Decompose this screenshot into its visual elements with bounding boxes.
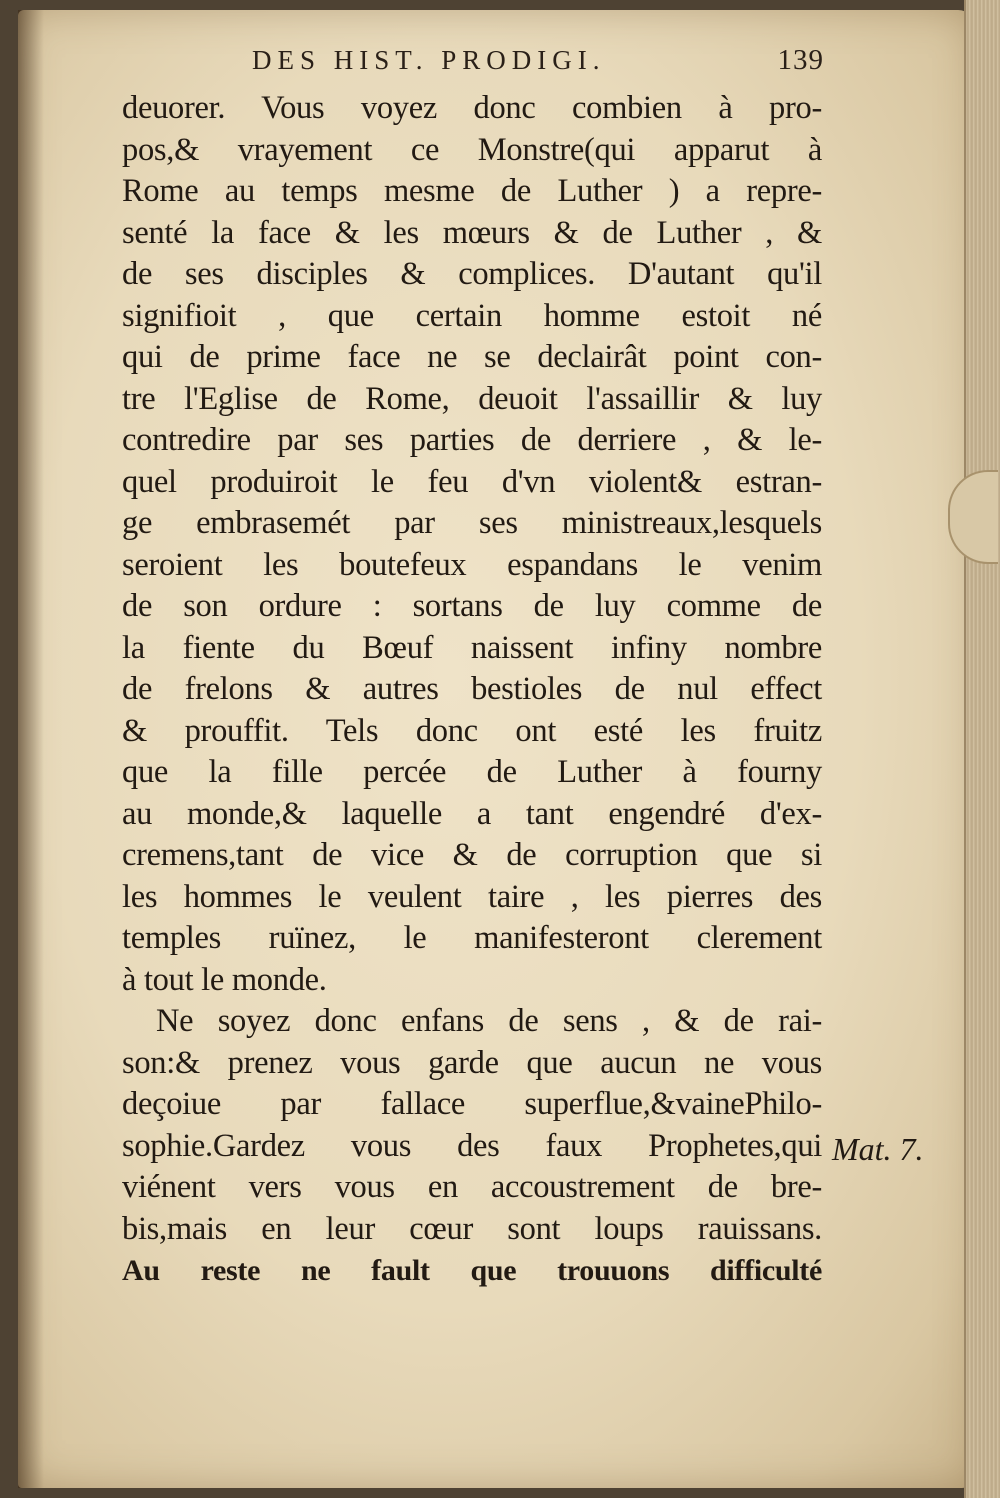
text-line: viénent vers vous en accoustrement de bre- — [122, 1169, 822, 1205]
text-line: sophie.Gardez vous des faux Prophetes,qui — [122, 1127, 822, 1164]
text-line: ge embrasemét par ses ministreaux,lesquels — [122, 505, 822, 541]
text-line: senté la face & les mœurs & de Luther , & — [122, 214, 822, 251]
text-line: & prouffit. Tels donc ont esté les fruitz — [122, 712, 822, 749]
running-head — [252, 44, 824, 77]
page-number: 139 — [777, 44, 824, 76]
binding-gutter-shadow — [18, 10, 44, 1488]
text-line: pos,& vrayement ce Monstre(qui apparut à — [122, 131, 822, 168]
text-line: signifioit , que certain homme estoit né — [122, 297, 822, 334]
paragraph-end-line: à tout le monde. — [122, 961, 327, 998]
text-line: cremens,tant de vice & de corruption que si — [122, 837, 822, 873]
text-line: deuorer. Vous voyez donc combien à pro- — [122, 90, 822, 126]
margin-citation: Mat. 7. — [832, 1131, 924, 1167]
text-line: de ses disciples & complices. D'autant qu'il — [122, 256, 822, 292]
text-line: qui de prime face ne se declairât point con- — [122, 339, 822, 375]
text-line: contredire par ses parties de derriere , & le- — [122, 422, 822, 458]
body-text — [122, 88, 822, 1292]
text-line: les hommes le veulent taire , les pierres des — [122, 878, 822, 915]
paragraph-start-line: Ne soyez donc enfans de sens , & de rai- — [156, 1003, 822, 1039]
text-line: son:& prenez vous garde que aucun ne vous — [122, 1044, 822, 1081]
text-line: quel produiroit le feu d'vn violent& estran- — [122, 463, 822, 500]
text-line: que la fille percée de Luther à fourny — [122, 754, 822, 790]
text-line: de frelons & autres bestioles de nul effect — [122, 671, 822, 707]
text-line: temples ruïnez, le manifesteront clerement — [122, 920, 822, 956]
text-line: Rome au temps mesme de Luther ) a repre- — [122, 173, 822, 209]
running-head-title: DES HIST. PRODIGI. — [252, 45, 606, 75]
text-line: seroient les boutefeux espandans le venim — [122, 546, 822, 583]
text-line-bleedthrough: Au reste ne fault que trouuons difficulté — [122, 1254, 822, 1287]
text-line: de son ordure : sortans de luy comme de — [122, 588, 822, 624]
text-line: deçoiue par fallace superflue,&vainePhilo- — [122, 1086, 822, 1122]
page-fore-edge — [964, 0, 1000, 1498]
text-line: bis,mais en leur cœur sont loups rauissans. — [122, 1210, 822, 1247]
text-line: la fiente du Bœuf naissent infiny nombre — [122, 629, 822, 666]
text-line: tre l'Eglise de Rome, deuoit l'assaillir & luy — [122, 380, 822, 417]
text-line: au monde,& laquelle a tant engendré d'ex- — [122, 795, 822, 832]
